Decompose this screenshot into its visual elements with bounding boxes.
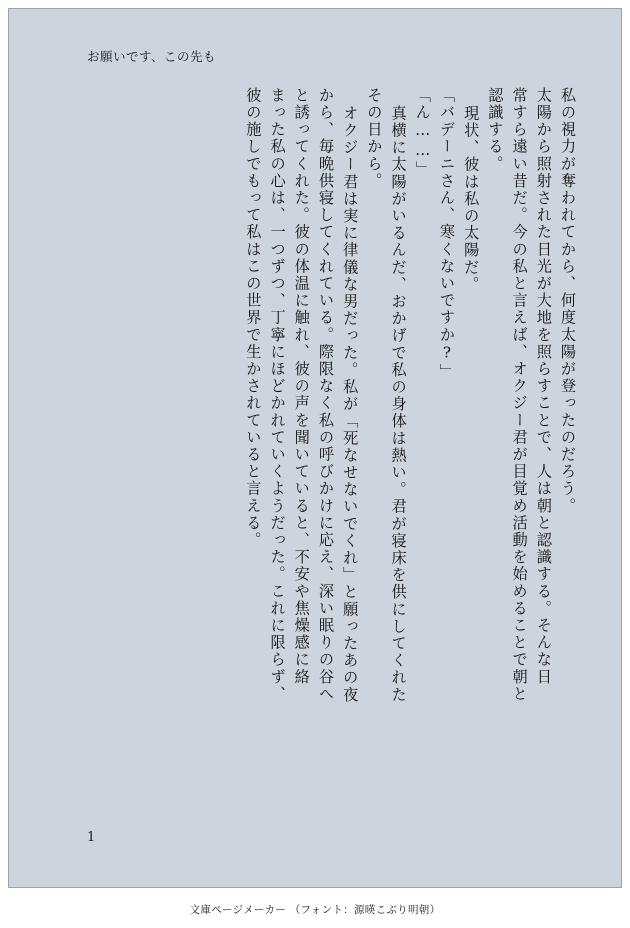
text-line: その日から。 xyxy=(365,87,384,190)
footer-credit: 文庫ページメーカー （フォント：源暎こぶり明朝） xyxy=(189,904,441,916)
text-line: 真横に太陽がいるんだ、おかげで私の身体は熱い。君が寝床を供にしてくれた xyxy=(389,105,408,704)
text-line: 現状、彼は私の太陽だ。 xyxy=(462,105,481,294)
text-line: 「ん……」 xyxy=(413,87,432,179)
text-line: 常すら遠い昔だ。今の私と言えば、オクジー君が目覚め活動を始めることで朝と xyxy=(510,87,529,703)
text-line: から、毎晩供寝してくれている。際限なく私の呼びかけに応え、深い眠りの谷へ xyxy=(316,87,335,703)
text-line: 認識する。 xyxy=(486,87,505,173)
text-line: まった私の心は、一つずつ、丁寧にほどかれていくようだった。これに限らず、 xyxy=(268,87,287,703)
text-line: と誘ってくれた。彼の体温に触れ、彼の声を聞いていると、不安や焦燥感に絡 xyxy=(292,87,311,686)
novel-page xyxy=(8,8,622,888)
text-line: 私の視力が奪われてから、何度太陽が登ったのだろう。 xyxy=(559,87,577,515)
text-line: 彼の施しでもって私はこの世界で生かされていると言える。 xyxy=(244,87,263,549)
vertical-text-body xyxy=(95,87,575,807)
text-line: オクジー君は実に律儀な男だった。私が「死なせないでくれ」と願ったあの夜 xyxy=(341,105,360,704)
text-line: 「バデーニさん、寒くないですか?」 xyxy=(437,87,456,381)
text-line: 太陽から照射された日光が大地を照らすことで、人は朝と認識する。そんな日 xyxy=(534,87,553,686)
page-number: 1 xyxy=(87,830,96,845)
page-header-note: お願いです、この先も xyxy=(87,49,217,64)
